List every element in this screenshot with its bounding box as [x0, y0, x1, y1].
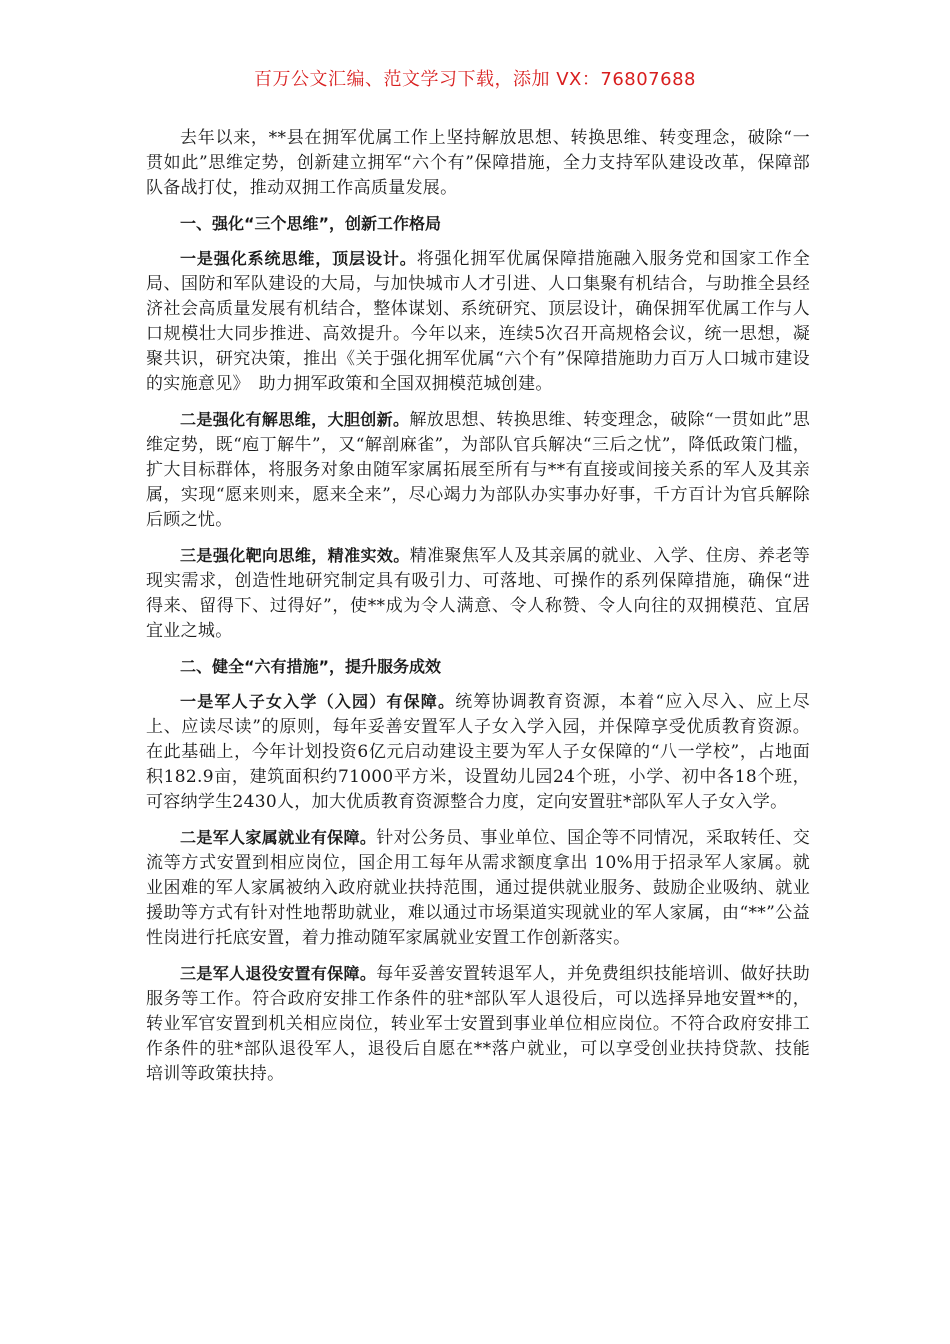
item-lead: 二是强化有解思维，大胆创新。	[180, 410, 410, 429]
section-2-item-2	[146, 825, 810, 951]
item-body: 将强化拥军优属保障措施融入服务党和国家工作全局、国防和军队建设的大局，与加快城市人才引进、人口集聚有机结合，与助推全县经济社会高质量发展有机结合，整体谋划、系统研究、顶层设计，确保拥军优属工作与人口规模壮大同步推进、高效提升。今年以来，连续5次召开高规格会议，统一思想，凝聚共识，研究决策，推出《关于强化拥军优属“六个有”保障措施助力百万人口城市建设的实施意见》 助力拥军政策和全国双拥模范城创建。	[146, 249, 810, 394]
section-1-item-3	[146, 543, 810, 644]
section-2-item-3	[146, 961, 810, 1087]
section-1-item-2	[146, 407, 810, 533]
item-body: 统筹协调教育资源，本着“应入尽入、应上尽上、应读尽读”的原则，每年妥善安置军人子女入学入园，并保障享受优质教育资源。在此基础上，今年计划投资6亿元启动建设主要为军人子女保障的“八一学校”，占地面积182.9亩，建筑面积约71000平方米，设置幼儿园24个班，小学、初中各18个班，可容纳学生2430人，加大优质教育资源整合力度，定向安置驻*部队军人子女入学。	[146, 692, 810, 812]
item-body: 针对公务员、事业单位、国企等不同情况，采取转任、交流等方式安置到相应岗位，国企用工每年从需求额度拿出 10%用于招录军人家属。就业困难的军人家属被纳入政府就业扶持范围，通过提供就业服务、鼓励企业吸纳、就业援助等方式有针对性地帮助就业，难以通过市场渠道实现就业的军人家属，由“**”公益性岗进行托底安置，着力推动随军家属就业安置工作创新落实。	[146, 828, 810, 948]
item-lead: 一是强化系统思维，顶层设计。	[180, 249, 417, 268]
item-lead: 二是军人家属就业有保障。	[180, 828, 377, 847]
item-body: 解放思想、转换思维、转变理念，破除“一贯如此”思维定势，既“庖丁解牛”，又“解剖麻雀”，为部队官兵解决“三后之忧”，降低政策门槛，扩大目标群体，将服务对象由随军家属拓展至所有与**有直接或间接关系的军人及其亲属，实现“愿来则来，愿来全来”，尽心竭力为部队办实事办好事，千方百计为官兵解除后顾之忧。	[146, 410, 810, 530]
section-1-heading: 一、强化“三个思维”，创新工作格局	[180, 214, 442, 233]
section-1-item-1	[146, 246, 810, 397]
promo-banner: 百万公文汇编、范文学习下载，添加 VX：76807688	[254, 69, 696, 90]
intro-paragraph: 去年以来，**县在拥军优属工作上坚持解放思想、转换思维、转变理念，破除“一贯如此”思维定势，创新建立拥军“六个有”保障措施，全力支持军队建设改革，保障部队备战打仗，推动双拥工作高质量发展。	[146, 128, 810, 198]
document-body	[146, 126, 810, 1097]
section-2-heading: 二、健全“六有措施”，提升服务成效	[180, 657, 442, 676]
item-lead: 三是强化靶向思维，精准实效。	[180, 546, 410, 565]
item-body: 每年妥善安置转退军人，并免费组织技能培训、做好扶助服务等工作。符合政府安排工作条件的驻*部队军人退役后，可以选择异地安置**的，转业军官安置到机关相应岗位，转业军士安置到事业单位相应岗位。不符合政府安排工作条件的驻*部队退役军人，退役后自愿在**落户就业，可以享受创业扶持贷款、技能培训等政策扶持。	[146, 964, 810, 1084]
section-2-item-1	[146, 689, 810, 815]
item-body: 精准聚焦军人及其亲属的就业、入学、住房、养老等现实需求，创造性地研究制定具有吸引力、可落地、可操作的系列保障措施，确保“进得来、留得下、过得好”，使**成为令人满意、令人称赞、令人向往的双拥模范、宜居宜业之城。	[146, 546, 810, 641]
item-lead: 一是军人子女入学（入园）有保障。	[180, 692, 456, 711]
item-lead: 三是军人退役安置有保障。	[180, 964, 377, 983]
